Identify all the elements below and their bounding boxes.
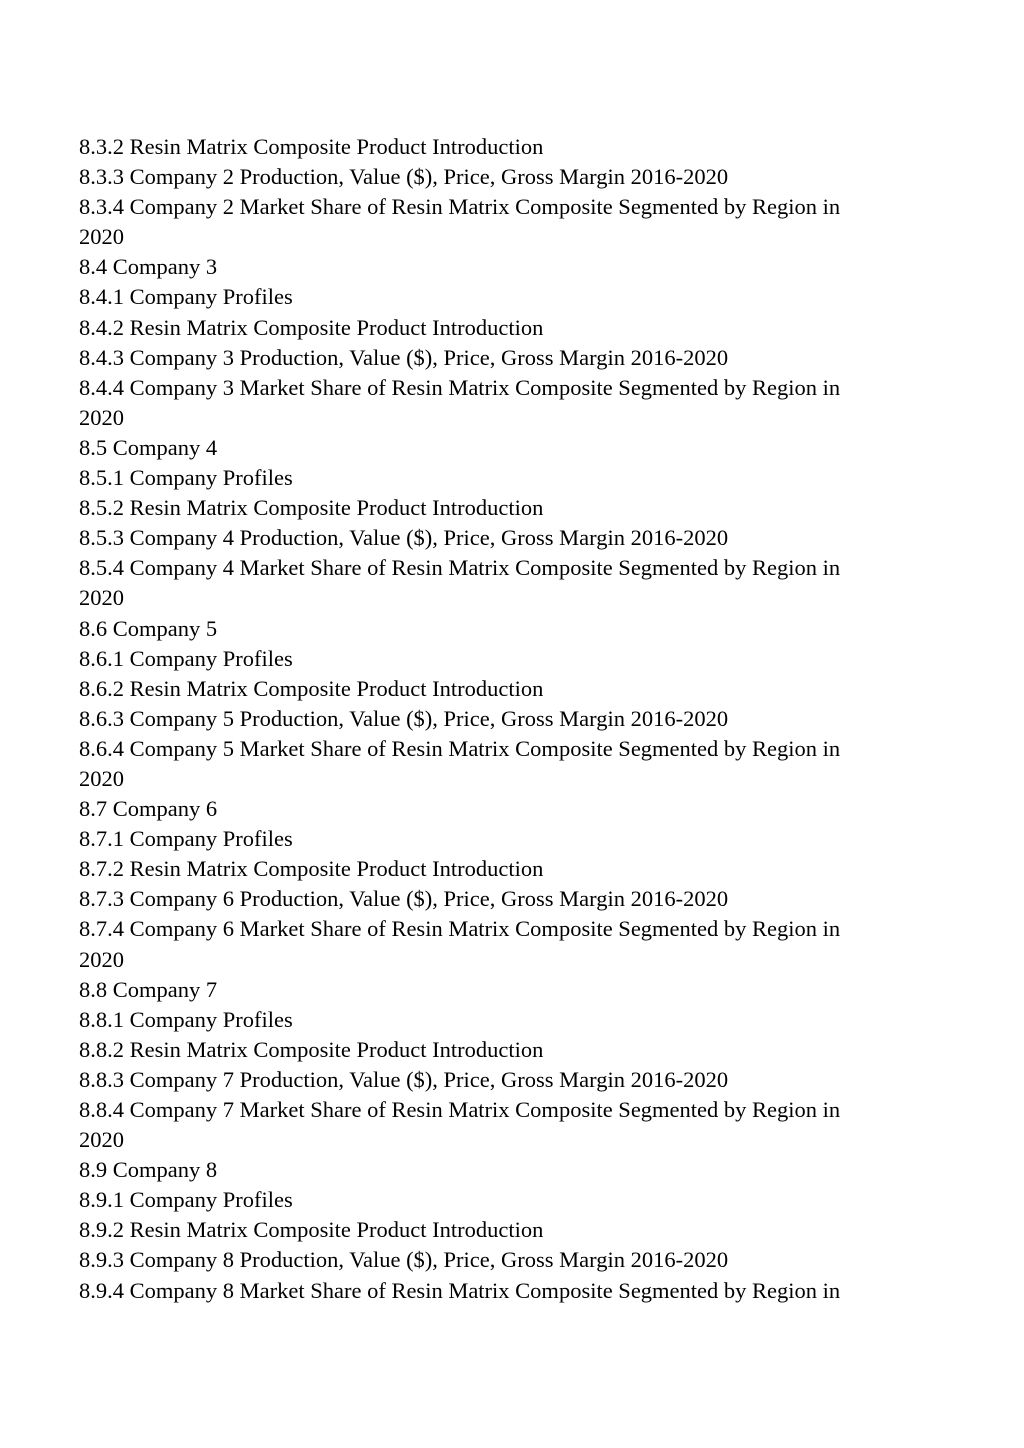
toc-line: 2020 <box>79 1127 124 1153</box>
toc-line: 8.3.2 Resin Matrix Composite Product Introduction <box>79 134 544 159</box>
toc-line: 8.8.4 Company 7 Market Share of Resin Matrix Composite Segmented by Region in <box>79 1097 841 1122</box>
toc-line: 8.5.2 Resin Matrix Composite Product Introduction <box>79 495 544 521</box>
toc-line: 8.4.4 Company 3 Market Share of Resin Matrix Composite Segmented by Region in <box>79 374 841 400</box>
toc-line: 2020 <box>79 946 124 972</box>
toc-line: 2020 <box>79 585 124 611</box>
toc-line: 8.4.3 Company 3 Production, Value ($), Price, Gross Margin 2016-2020 <box>79 344 729 370</box>
toc-line: 8.9.3 Company 8 Production, Value ($), Price, Gross Margin 2016-2020 <box>79 1247 729 1273</box>
toc-line: 8.9.4 Company 8 Market Share of Resin Matrix Composite Segmented by Region in <box>79 1277 841 1303</box>
toc-line: 8.7.2 Resin Matrix Composite Product Introduction <box>79 856 544 882</box>
toc-line: 8.5.1 Company Profiles <box>79 465 293 491</box>
toc-line: 8.4 Company 3 <box>79 254 218 280</box>
toc-line: 8.7.3 Company 6 Production, Value ($), Price, Gross Margin 2016-2020 <box>79 886 729 912</box>
toc-line: 8.6 Company 5 <box>79 615 218 641</box>
toc-line: 8.8 Company 7 <box>79 976 218 1002</box>
toc-line: 2020 <box>79 224 124 250</box>
toc-line: 8.9 Company 8 <box>79 1157 218 1183</box>
toc-line: 8.6.4 Company 5 Market Share of Resin Matrix Composite Segmented by Region in <box>79 735 841 761</box>
toc-line: 8.8.3 Company 7 Production, Value ($), Price, Gross Margin 2016-2020 <box>79 1066 729 1092</box>
toc-line: 2020 <box>79 404 124 430</box>
toc-line: 8.5.3 Company 4 Production, Value ($), Price, Gross Margin 2016-2020 <box>79 525 729 551</box>
toc-line: 8.7.1 Company Profiles <box>79 826 293 852</box>
toc-line: 8.4.1 Company Profiles <box>79 284 293 310</box>
toc-line: 8.8.2 Resin Matrix Composite Product Introduction <box>79 1036 544 1062</box>
toc-line: 8.7 Company 6 <box>79 796 218 822</box>
toc-line: 8.4.2 Resin Matrix Composite Product Introduction <box>79 314 544 340</box>
toc-line: 8.3.3 Company 2 Production, Value ($), Price, Gross Margin 2016-2020 <box>79 164 729 190</box>
toc-line: 2020 <box>79 765 124 791</box>
table-of-contents <box>79 132 899 1306</box>
toc-line: 8.9.1 Company Profiles <box>79 1187 293 1213</box>
toc-line: 8.7.4 Company 6 Market Share of Resin Matrix Composite Segmented by Region in <box>79 916 841 942</box>
toc-line: 8.6.3 Company 5 Production, Value ($), Price, Gross Margin 2016-2020 <box>79 705 729 731</box>
toc-line: 8.6.2 Resin Matrix Composite Product Introduction <box>79 675 544 701</box>
toc-line: 8.5 Company 4 <box>79 434 218 460</box>
toc-line: 8.5.4 Company 4 Market Share of Resin Matrix Composite Segmented by Region in <box>79 555 841 581</box>
toc-line: 8.6.1 Company Profiles <box>79 645 293 671</box>
toc-line: 8.3.4 Company 2 Market Share of Resin Matrix Composite Segmented by Region in <box>79 194 841 220</box>
toc-line: 8.9.2 Resin Matrix Composite Product Introduction <box>79 1217 544 1243</box>
document-page <box>79 132 899 1306</box>
toc-line: 8.8.1 Company Profiles <box>79 1006 293 1032</box>
